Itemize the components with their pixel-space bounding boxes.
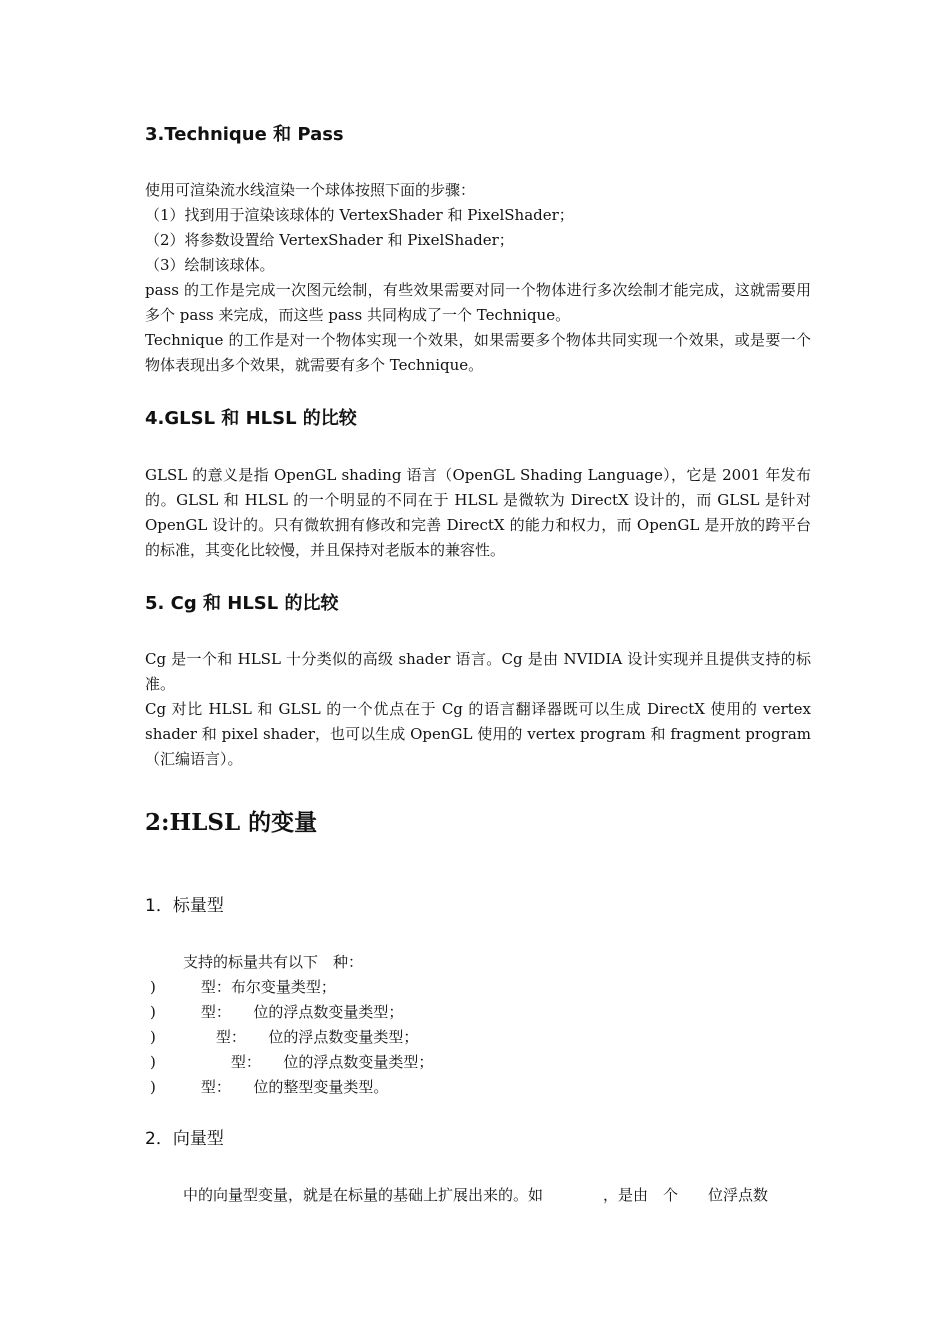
pass-description: pass 的工作是完成一次图元绘制，有些效果需要对同一个物体进行多次绘制才能完成，这就需要用多个 pass 来完成，而这些 pass 共同构成了一个 Technique。 (145, 281, 811, 324)
cg-advantage-text: Cg 对比 HLSL 和 GLSL 的一个优点在于 Cg 的语言翻译器既可以生成 DirectX 使用的 vertex shader 和 pixel shader，也可以生成 OpenGL 使用的 vertex program 和 fragment program（汇编语言）。 (145, 700, 811, 768)
render-step-2: （2）将参数设置给 VertexShader 和 PixelShader； (145, 231, 514, 249)
render-step-1: （1）找到用于渲染该球体的 VertexShader 和 PixelShader； (145, 206, 574, 224)
subsection-heading-scalar-types: 1．标量型 (145, 896, 224, 916)
render-steps-intro: 使用可渲染流水线渲染一个球体按照下面的步骤： (145, 181, 476, 199)
section-heading-technique-pass: 3.Technique 和 Pass (145, 124, 344, 145)
render-step-3: （3）绘制该球体。 (145, 256, 275, 274)
scalar-type-item-1: ) 型：布尔变量类型； (150, 978, 336, 996)
vector-types-intro: 中的向量型变量，就是在标量的基础上扩展出来的。如 ，是由 个 位浮点数 (183, 1186, 769, 1204)
section-heading-glsl-hlsl: 4.GLSL 和 HLSL 的比较 (145, 408, 357, 429)
scalar-type-item-4: ) 型： 位的浮点数变量类型； (150, 1053, 434, 1071)
scalar-types-intro: 支持的标量共有以下 种： (183, 953, 364, 971)
technique-description: Technique 的工作是对一个物体实现一个效果，如果需要多个物体共同实现一个效果，或是要一个物体表现出多个效果，就需要有多个 Technique。 (145, 331, 811, 374)
chapter-title-hlsl-variables: 2:HLSL 的变量 (145, 809, 318, 836)
scalar-type-item-5: ) 型： 位的整型变量类型。 (150, 1078, 389, 1096)
section-heading-cg-hlsl: 5. Cg 和 HLSL 的比较 (145, 593, 339, 614)
scalar-type-item-3: ) 型： 位的浮点数变量类型； (150, 1028, 419, 1046)
cg-description: Cg 是一个和 HLSL 十分类似的高级 shader 语言。Cg 是由 NVIDIA 设计实现并且提供支持的标准。 (145, 650, 811, 693)
subsection-heading-vector-types: 2．向量型 (145, 1129, 224, 1149)
glsl-hlsl-comparison-text: GLSL 的意义是指 OpenGL shading 语言（OpenGL Shading Language），它是 2001 年发布的。GLSL 和 HLSL 的一个明显的不同在于 HLSL 是微软为 DirectX 设计的，而 GLSL 是针对 OpenGL 设计的。只有微软拥有修改和完善 DirectX 的能力和权力，而 OpenGL 是开放的跨平台的标准，其变化比较慢，并且保持对老版本的兼容性。 (145, 466, 811, 559)
scalar-type-item-2: ) 型： 位的浮点数变量类型； (150, 1003, 404, 1021)
